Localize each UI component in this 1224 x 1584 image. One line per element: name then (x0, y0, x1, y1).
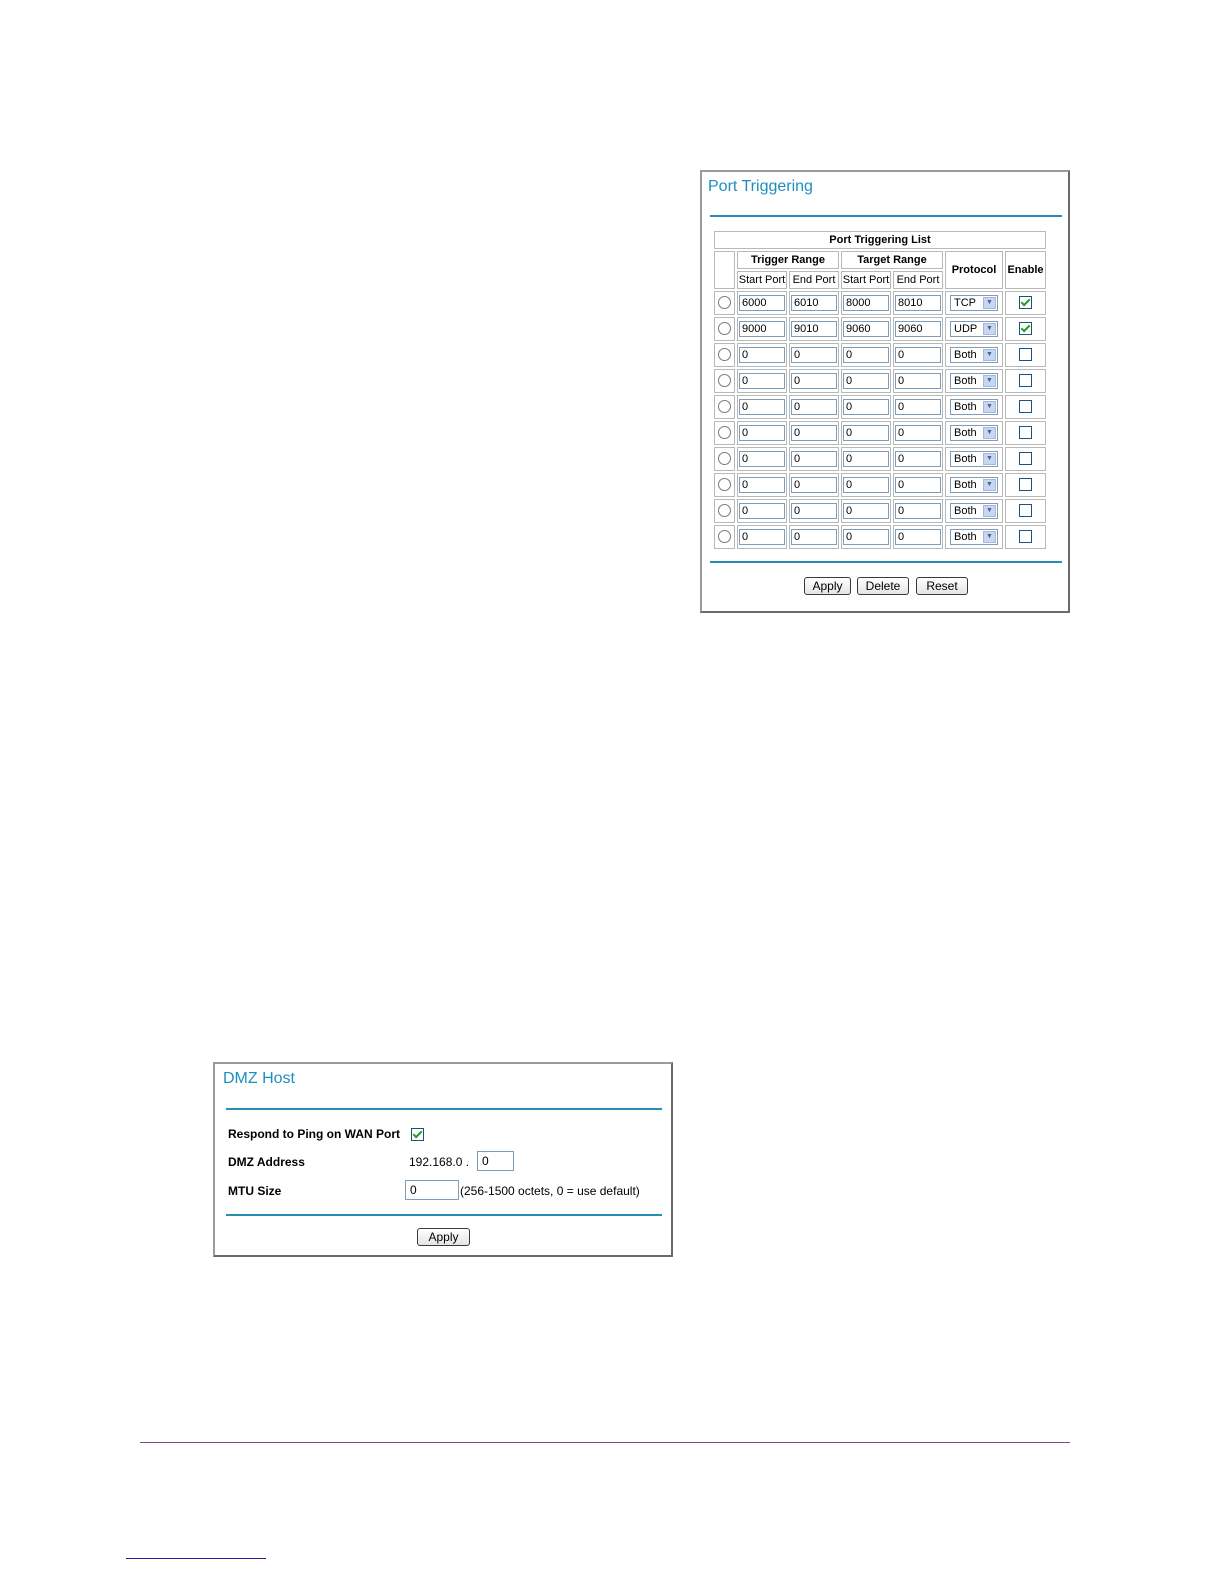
trigger-start-input[interactable] (739, 425, 785, 441)
row-select-cell (714, 343, 735, 367)
trigger-start-input[interactable] (739, 477, 785, 493)
target-end-input[interactable] (895, 451, 941, 467)
bottom-divider (710, 561, 1062, 563)
select-column-header (714, 251, 735, 289)
chevron-down-icon[interactable]: ▼ (983, 375, 996, 387)
target-end-input[interactable] (895, 477, 941, 493)
trigger-start-input[interactable] (739, 373, 785, 389)
protocol-cell (945, 447, 1003, 471)
trigger-end-cell (789, 447, 839, 471)
trigger-end-cell (789, 499, 839, 523)
target-start-cell (841, 317, 891, 341)
protocol-cell (945, 473, 1003, 497)
mtu-size-hint: (256-1500 octets, 0 = use default) (460, 1184, 640, 1198)
protocol-cell (945, 421, 1003, 445)
trigger-start-input[interactable] (739, 399, 785, 415)
trigger-start-cell (737, 525, 787, 549)
row-select-cell (714, 369, 735, 393)
trigger-start-input[interactable] (739, 451, 785, 467)
table-row (714, 343, 1046, 367)
dmz-title-divider (226, 1108, 662, 1110)
target-end-input[interactable] (895, 321, 941, 337)
protocol-value: TCP (954, 296, 976, 309)
row-select-cell (714, 525, 735, 549)
protocol-value: Both (954, 400, 977, 413)
dmz-address-label: DMZ Address (228, 1155, 305, 1169)
trigger-start-cell (737, 291, 787, 315)
trigger-start-cell (737, 343, 787, 367)
row-select-cell (714, 291, 735, 315)
table-row (714, 499, 1046, 523)
trigger-end-input[interactable] (791, 399, 837, 415)
trigger-end-cell (789, 343, 839, 367)
enable-header: Enable (1005, 251, 1046, 289)
target-end-cell (893, 421, 943, 445)
target-end-port-header: End Port (893, 271, 943, 289)
trigger-end-cell (789, 291, 839, 315)
footer-divider (140, 1442, 1070, 1443)
target-end-input[interactable] (895, 373, 941, 389)
row-select-radio[interactable] (718, 530, 731, 543)
trigger-range-header: Trigger Range (737, 251, 839, 269)
protocol-select[interactable] (950, 529, 998, 545)
trigger-start-cell (737, 317, 787, 341)
target-range-header: Target Range (841, 251, 943, 269)
list-header: Port Triggering List (714, 231, 1046, 249)
target-end-cell (893, 291, 943, 315)
trigger-end-input[interactable] (791, 373, 837, 389)
protocol-value: Both (954, 426, 977, 439)
target-start-cell (841, 499, 891, 523)
trigger-end-cell (789, 317, 839, 341)
trigger-start-cell (737, 369, 787, 393)
target-end-input[interactable] (895, 503, 941, 519)
target-start-input[interactable] (843, 477, 889, 493)
protocol-value: Both (954, 348, 977, 361)
dmz-host-panel (213, 1062, 673, 1257)
protocol-select[interactable] (950, 347, 998, 363)
table-row (714, 317, 1046, 341)
protocol-value: UDP (954, 322, 978, 335)
target-start-input[interactable] (843, 321, 889, 337)
trigger-end-input[interactable] (791, 295, 837, 311)
enable-checkbox[interactable] (1019, 478, 1032, 491)
row-select-cell (714, 421, 735, 445)
protocol-select[interactable] (950, 425, 998, 441)
port-triggering-table (712, 229, 1048, 551)
target-start-input[interactable] (843, 399, 889, 415)
target-end-cell (893, 447, 943, 471)
target-end-input[interactable] (895, 529, 941, 545)
protocol-header: Protocol (945, 251, 1003, 289)
row-select-radio[interactable] (718, 296, 731, 309)
trigger-start-cell (737, 395, 787, 419)
protocol-value: Both (954, 374, 977, 387)
trigger-end-cell (789, 525, 839, 549)
trigger-start-cell (737, 447, 787, 471)
row-select-cell (714, 317, 735, 341)
enable-cell (1005, 395, 1046, 419)
protocol-cell (945, 525, 1003, 549)
chevron-down-icon[interactable]: ▼ (983, 479, 996, 491)
trigger-end-input[interactable] (791, 451, 837, 467)
protocol-select[interactable] (950, 477, 998, 493)
target-start-port-header: Start Port (841, 271, 891, 289)
target-end-cell (893, 499, 943, 523)
dmz-bottom-divider (226, 1214, 662, 1216)
target-start-input[interactable] (843, 373, 889, 389)
title-divider (710, 215, 1062, 217)
trigger-end-input[interactable] (791, 347, 837, 363)
enable-cell (1005, 369, 1046, 393)
trigger-end-cell (789, 473, 839, 497)
target-end-cell (893, 343, 943, 367)
reset-button[interactable]: Reset (916, 577, 968, 595)
table-row (714, 447, 1046, 471)
row-select-radio[interactable] (718, 374, 731, 387)
target-start-cell (841, 369, 891, 393)
table-row (714, 369, 1046, 393)
port-triggering-rows (714, 291, 1046, 549)
enable-cell (1005, 499, 1046, 523)
port-triggering-title: Port Triggering (708, 178, 813, 195)
row-select-cell (714, 395, 735, 419)
respond-ping-checkbox[interactable] (411, 1128, 424, 1141)
target-end-input[interactable] (895, 347, 941, 363)
protocol-select[interactable] (950, 399, 998, 415)
protocol-select[interactable] (950, 451, 998, 467)
enable-checkbox[interactable] (1019, 296, 1032, 309)
row-select-cell (714, 473, 735, 497)
enable-checkbox[interactable] (1019, 322, 1032, 335)
table-row (714, 395, 1046, 419)
protocol-cell (945, 369, 1003, 393)
enable-cell (1005, 525, 1046, 549)
enable-checkbox[interactable] (1019, 374, 1032, 387)
target-end-cell (893, 473, 943, 497)
protocol-value: Both (954, 478, 977, 491)
row-select-radio[interactable] (718, 504, 731, 517)
row-select-radio[interactable] (718, 452, 731, 465)
protocol-cell (945, 499, 1003, 523)
enable-cell (1005, 421, 1046, 445)
enable-cell (1005, 317, 1046, 341)
target-start-cell (841, 421, 891, 445)
target-end-cell (893, 525, 943, 549)
row-select-radio[interactable] (718, 478, 731, 491)
enable-cell (1005, 473, 1046, 497)
dmz-address-input[interactable] (477, 1151, 514, 1171)
target-start-cell (841, 395, 891, 419)
trigger-end-input[interactable] (791, 529, 837, 545)
target-start-input[interactable] (843, 425, 889, 441)
apply-button[interactable]: Apply (804, 577, 851, 595)
enable-checkbox[interactable] (1019, 426, 1032, 439)
row-select-radio[interactable] (718, 400, 731, 413)
dmz-host-title: DMZ Host (223, 1070, 295, 1087)
protocol-value: Both (954, 452, 977, 465)
chevron-down-icon[interactable]: ▼ (983, 531, 996, 543)
target-start-input[interactable] (843, 295, 889, 311)
chevron-down-icon[interactable]: ▼ (983, 401, 996, 413)
target-end-input[interactable] (895, 425, 941, 441)
target-start-input[interactable] (843, 451, 889, 467)
chevron-down-icon[interactable]: ▼ (983, 349, 996, 361)
trigger-end-input[interactable] (791, 425, 837, 441)
target-start-cell (841, 473, 891, 497)
delete-button[interactable]: Delete (857, 577, 909, 595)
row-select-cell (714, 499, 735, 523)
table-row (714, 525, 1046, 549)
protocol-cell (945, 291, 1003, 315)
table-row (714, 421, 1046, 445)
trigger-end-input[interactable] (791, 477, 837, 493)
trigger-end-cell (789, 421, 839, 445)
trigger-end-port-header: End Port (789, 271, 839, 289)
trigger-start-port-header: Start Port (737, 271, 787, 289)
footer-link-underline (126, 1558, 266, 1559)
respond-ping-label: Respond to Ping on WAN Port (228, 1127, 400, 1141)
protocol-select[interactable] (950, 321, 998, 337)
protocol-value: Both (954, 530, 977, 543)
mtu-size-label: MTU Size (228, 1184, 282, 1198)
port-triggering-panel (700, 170, 1070, 613)
target-start-cell (841, 343, 891, 367)
protocol-cell (945, 343, 1003, 367)
trigger-start-cell (737, 473, 787, 497)
target-start-input[interactable] (843, 347, 889, 363)
trigger-end-cell (789, 395, 839, 419)
target-start-cell (841, 291, 891, 315)
chevron-down-icon[interactable]: ▼ (983, 427, 996, 439)
target-end-cell (893, 317, 943, 341)
enable-checkbox[interactable] (1019, 348, 1032, 361)
enable-checkbox[interactable] (1019, 452, 1032, 465)
enable-checkbox[interactable] (1019, 400, 1032, 413)
trigger-start-input[interactable] (739, 503, 785, 519)
enable-checkbox[interactable] (1019, 530, 1032, 543)
row-select-cell (714, 447, 735, 471)
protocol-cell (945, 395, 1003, 419)
chevron-down-icon[interactable]: ▼ (983, 297, 996, 309)
table-row (714, 473, 1046, 497)
target-start-cell (841, 525, 891, 549)
enable-cell (1005, 447, 1046, 471)
trigger-start-cell (737, 421, 787, 445)
target-end-cell (893, 369, 943, 393)
trigger-end-cell (789, 369, 839, 393)
dmz-address-prefix: 192.168.0 . (409, 1155, 470, 1169)
target-end-input[interactable] (895, 295, 941, 311)
target-start-input[interactable] (843, 529, 889, 545)
row-select-radio[interactable] (718, 426, 731, 439)
trigger-end-input[interactable] (791, 321, 837, 337)
protocol-select[interactable] (950, 373, 998, 389)
trigger-start-input[interactable] (739, 529, 785, 545)
target-start-cell (841, 447, 891, 471)
protocol-select[interactable] (950, 503, 998, 519)
trigger-start-cell (737, 499, 787, 523)
chevron-down-icon[interactable]: ▼ (983, 505, 996, 517)
trigger-end-input[interactable] (791, 503, 837, 519)
enable-cell (1005, 291, 1046, 315)
target-end-input[interactable] (895, 399, 941, 415)
row-select-radio[interactable] (718, 322, 731, 335)
protocol-cell (945, 317, 1003, 341)
enable-cell (1005, 343, 1046, 367)
row-select-radio[interactable] (718, 348, 731, 361)
trigger-start-input[interactable] (739, 295, 785, 311)
protocol-select[interactable] (950, 295, 998, 311)
chevron-down-icon[interactable]: ▼ (983, 323, 996, 335)
chevron-down-icon[interactable]: ▼ (983, 453, 996, 465)
target-start-input[interactable] (843, 503, 889, 519)
target-end-cell (893, 395, 943, 419)
enable-checkbox[interactable] (1019, 504, 1032, 517)
protocol-value: Both (954, 504, 977, 517)
dmz-apply-button[interactable]: Apply (417, 1228, 470, 1246)
trigger-start-input[interactable] (739, 321, 785, 337)
trigger-start-input[interactable] (739, 347, 785, 363)
table-row (714, 291, 1046, 315)
mtu-size-input[interactable] (405, 1180, 459, 1200)
